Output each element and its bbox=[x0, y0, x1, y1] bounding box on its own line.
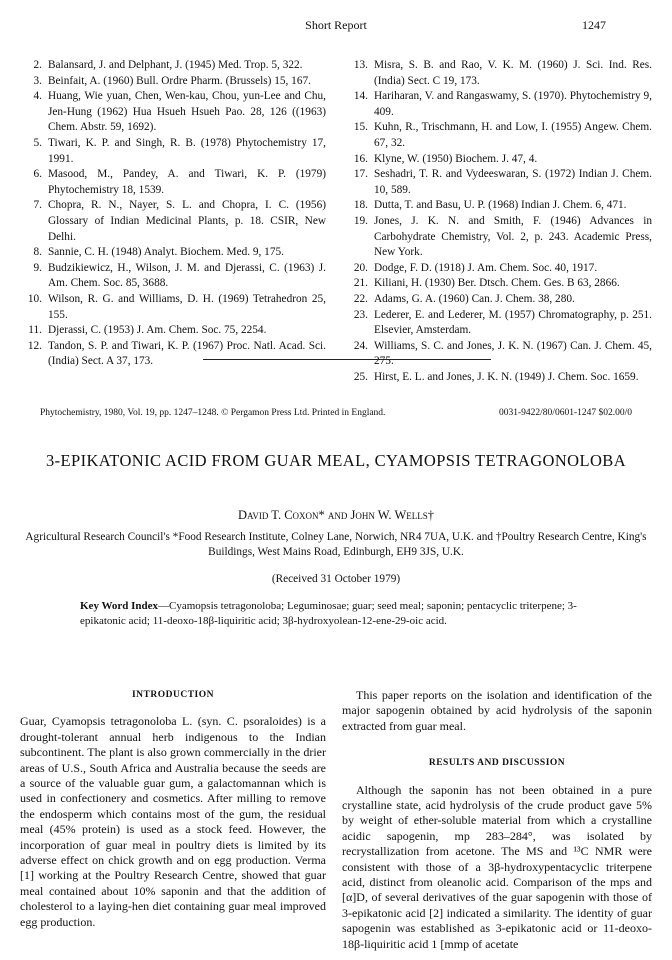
introduction-continued-paragraph: This paper reports on the isolation and identification of the major sapogenin obtained by acid hydrolysis of the saponin extracted from guar meal. bbox=[342, 688, 652, 733]
reference-number: 3. bbox=[33, 74, 42, 87]
reference-item bbox=[20, 339, 326, 370]
reference-item bbox=[20, 58, 326, 74]
reference-number: 15. bbox=[353, 121, 368, 134]
reference-text: Balansard, J. and Delphant, J. (1945) Med. Trop. 5, 322. bbox=[48, 59, 303, 71]
reference-text: Chopra, R. N., Nayer, S. L. and Chopra, I. C. (1956) Glossary of Indian Medicinal Plants, p. 18. CSIR, New Delhi. bbox=[48, 199, 326, 243]
reference-text: Masood, M., Pandey, A. and Tiwari, K. P. (1979) Phytochemistry 18, 1539. bbox=[48, 168, 326, 196]
running-head-title: Short Report bbox=[305, 18, 367, 32]
reference-item bbox=[346, 308, 652, 339]
article-title: 3-EPIKATONIC ACID FROM GUAR MEAL, CYAMOPSIS TETRAGONOLOBA bbox=[45, 451, 627, 470]
reference-item bbox=[346, 167, 652, 198]
reference-number: 22. bbox=[353, 292, 368, 305]
keyword-index-text: —Cyamopsis tetragonoloba; Leguminosae; guar; seed meal; saponin; pentacyclic triterpene; 3-epikatonic acid; 11-deoxo-18β-liquiritic acid; 3β-hydroxyolean-12-ene-29-oic acid. bbox=[80, 600, 577, 627]
reference-text: Beinfait, A. (1960) Bull. Ordre Pharm. (Brussels) 15, 167. bbox=[48, 74, 311, 87]
reference-number: 16. bbox=[353, 152, 368, 165]
reference-text: Tiwari, K. P. and Singh, R. B. (1978) Phytochemistry 17, 1991. bbox=[48, 136, 326, 165]
reference-text: Klyne, W. (1950) Biochem. J. 47, 4. bbox=[374, 152, 538, 165]
article-authors: David T. Coxon* and John W. Wells† bbox=[237, 508, 435, 522]
page-number: 1247 bbox=[582, 18, 606, 32]
body-column-right bbox=[342, 688, 652, 952]
reference-number: 4. bbox=[33, 90, 42, 103]
reference-item bbox=[346, 89, 652, 120]
reference-number: 14. bbox=[353, 90, 368, 103]
section-divider bbox=[203, 359, 491, 360]
results-heading: RESULTS AND DISCUSSION bbox=[428, 758, 566, 769]
reference-item bbox=[20, 292, 326, 323]
reference-column-right bbox=[346, 58, 652, 385]
reference-number: 17. bbox=[353, 168, 368, 181]
keyword-index bbox=[80, 599, 596, 628]
reference-item bbox=[346, 152, 652, 168]
reference-item bbox=[346, 370, 652, 386]
introduction-paragraph: Guar, Cyamopsis tetragonoloba L. (syn. C. psoraloides) is a drought-tolerant annual herb indigenous to the Indian subcontinent. The plant is also grown commercially in the drier areas of U.S., South Africa and Australia because the seeds are a source of the valuable guar gum, a galactomannan which is used in confectionery and cosmetics. After milling to remove the endosperm which contains most of the gum, the residual meal (45% protein) is used as a stock feed. However, the incorporation of guar meal in poultry diets is limited by its adverse effect on chick growth and on egg production. Verma [1] working at the Poultry Research Centre, showed that guar meal contained about 10% saponin and that the addition of cholesterol to a laying-hen diet containing guar meal improved egg production. bbox=[20, 714, 326, 929]
reference-item bbox=[346, 292, 652, 308]
reference-text: Huang, Wie yuan, Chen, Wen-kau, Chou, yun-Lee and Chu, Jen-Hung (1962) Hua Hsueh Hsueh Pao. 28, 126 ((1963) Chem. Abstr. 59, 1692). bbox=[48, 90, 326, 134]
reference-text: Hirst, E. L. and Jones, J. K. N. (1949) J. Chem. Soc. 1659. bbox=[374, 370, 639, 383]
received-date: (Received 31 October 1979) bbox=[271, 573, 401, 585]
reference-number: 11. bbox=[28, 324, 42, 337]
reference-number: 8. bbox=[33, 246, 42, 259]
reference-text: Budzikiewicz, H., Wilson, J. M. and Djerassi, C. (1963) J. Am. Chem. Soc. 85, 3688. bbox=[48, 261, 326, 290]
reference-text: Kiliani, H. (1930) Ber. Dtsch. Chem. Ges. B 63, 2866. bbox=[374, 277, 620, 290]
reference-item bbox=[20, 167, 326, 198]
reference-text: Sannie, C. H. (1948) Analyt. Biochem. Med. 9, 175. bbox=[48, 246, 284, 259]
reference-number: 13. bbox=[353, 59, 368, 71]
journal-citation: Phytochemistry, 1980, Vol. 19, pp. 1247–1248. © Pergamon Press Ltd. Printed in England. bbox=[40, 408, 386, 418]
reference-number: 6. bbox=[33, 168, 42, 181]
reference-item bbox=[346, 214, 652, 261]
reference-item bbox=[346, 276, 652, 292]
reference-number: 10. bbox=[27, 292, 42, 305]
reference-number: 18. bbox=[353, 199, 368, 212]
keyword-index-label: Key Word Index bbox=[80, 600, 159, 612]
reference-item bbox=[20, 89, 326, 136]
reference-text: Dutta, T. and Basu, U. P. (1968) Indian J. Chem. 6, 471. bbox=[374, 199, 627, 212]
reference-number: 7. bbox=[33, 199, 42, 212]
reference-item bbox=[20, 261, 326, 292]
reference-item bbox=[20, 245, 326, 261]
reference-number: 24. bbox=[353, 339, 368, 352]
reference-text: Tandon, S. P. and Tiwari, K. P. (1967) Proc. Natl. Acad. Sci. (India) Sect. A 37, 173. bbox=[48, 339, 326, 368]
journal-code: 0031-9422/80/0601-1247 $02.00/0 bbox=[499, 408, 632, 418]
reference-text: Adams, G. A. (1960) Can. J. Chem. 38, 280. bbox=[374, 292, 575, 305]
reference-item bbox=[20, 198, 326, 245]
reference-number: 20. bbox=[353, 261, 368, 274]
results-paragraph: Although the saponin has not been obtained in a pure crystalline state, acid hydrolysis of the crude product gave 5% by weight of ether-soluble material from which a crystalline acidic sapogenin, mp 283–284°, was isolated by recrystallization from acetone. The MS and ¹³C NMR were consistent with those of a 3β-hydroxypentacyclic triterpene acid, distinct from oleanolic acid. Comparison of the mps and [α]D, of several derivatives of the guar sapogenin with those of 3-epikatonic acid [2] indicated a similarity. The identity of guar sapogenin was established as 3-epikatonic acid or 11-deoxo-18β-liquiritic acid 1 [mmp of acetate bbox=[342, 782, 652, 951]
reference-text: Djerassi, C. (1953) J. Am. Chem. Soc. 75, 2254. bbox=[48, 324, 267, 337]
running-head bbox=[0, 18, 672, 34]
reference-number: 23. bbox=[353, 308, 368, 321]
reference-item bbox=[20, 136, 326, 167]
article-affiliation: Agricultural Research Council's *Food Research Institute, Colney Lane, Norwich, NR4 7UA, U.K. and †Poultry Research Centre, King's Buildings, West Mains Road, Edinburgh, EH9 3JS, U.K. bbox=[25, 531, 647, 558]
reference-item bbox=[20, 74, 326, 90]
reference-number: 5. bbox=[33, 136, 42, 149]
reference-text: Misra, S. B. and Rao, V. K. M. (1960) J. Sci. Ind. Res. (India) Sect. C 19, 173. bbox=[374, 59, 652, 87]
reference-number: 21. bbox=[353, 277, 368, 290]
reference-number: 19. bbox=[353, 214, 368, 227]
reference-item bbox=[20, 323, 326, 339]
reference-text: Lederer, E. and Lederer, M. (1957) Chromatography, p. 251. Elsevier, Amsterdam. bbox=[374, 308, 652, 337]
reference-text: Seshadri, T. R. and Vydeeswaran, S. (1972) Indian J. Chem. 10, 589. bbox=[374, 168, 652, 196]
reference-item bbox=[346, 120, 652, 151]
reference-item bbox=[346, 261, 652, 277]
reference-text: Williams, S. C. and Jones, J. K. N. (1967) Can. J. Chem. 45, 275. bbox=[374, 339, 652, 368]
reference-text: Dodge, F. D. (1918) J. Am. Chem. Soc. 40, 1917. bbox=[374, 261, 598, 274]
reference-number: 12. bbox=[27, 339, 42, 352]
reference-item bbox=[346, 339, 652, 370]
introduction-heading: INTRODUCTION bbox=[131, 690, 214, 700]
body-column-left bbox=[20, 688, 326, 930]
reference-number: 2. bbox=[33, 59, 42, 71]
reference-item bbox=[346, 198, 652, 214]
reference-text: Hariharan, V. and Rangaswamy, S. (1970). Phytochemistry 9, 409. bbox=[374, 90, 652, 118]
reference-text: Jones, J. K. N. and Smith, F. (1946) Advances in Carbohydrate Chemistry, Vol. 2, p. 243. Academic Press, New York. bbox=[374, 214, 652, 259]
reference-number: 9. bbox=[33, 261, 42, 274]
reference-text: Kuhn, R., Trischmann, H. and Low, I. (1955) Angew. Chem. 67, 32. bbox=[374, 121, 652, 149]
reference-column-left bbox=[20, 58, 326, 370]
reference-number: 25. bbox=[353, 370, 368, 383]
reference-item bbox=[346, 58, 652, 89]
reference-text: Wilson, R. G. and Williams, D. H. (1969) Tetrahedron 25, 155. bbox=[48, 292, 326, 321]
